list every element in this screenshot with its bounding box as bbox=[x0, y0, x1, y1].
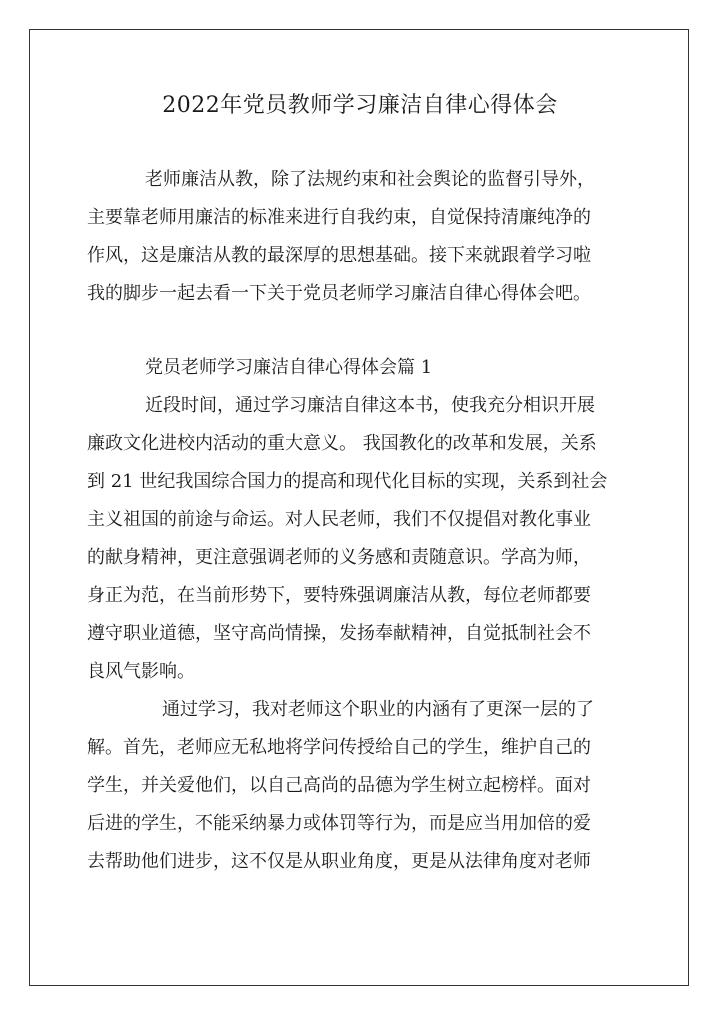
paragraph-line: 身正为范，在当前形势下，要特殊强调廉洁从教，每位老师都要 bbox=[87, 585, 591, 606]
section-heading: 党员老师学习廉洁自律心得体会篇 1 bbox=[145, 357, 433, 378]
paragraph-line: 主义祖国的前途与命运。对人民老师，我们不仅提倡对教化事业 bbox=[87, 509, 591, 530]
intro-line: 作风，这是廉洁从教的最深厚的思想基础。接下来就跟着学习啦 bbox=[87, 245, 591, 266]
intro-line: 老师廉洁从教，除了法规约束和社会舆论的监督引导外， bbox=[145, 169, 595, 190]
intro-line: 主要靠老师用廉洁的标准来进行自我约束，自觉保持清廉纯净的 bbox=[87, 207, 591, 228]
paragraph-line: 近段时间，通过学习廉洁自律这本书，使我充分相识开展 bbox=[145, 395, 595, 416]
paragraph-line: 通过学习，我对老师这个职业的内涵有了更深一层的了 bbox=[162, 699, 594, 720]
paragraph-line: 遵守职业道德，坚守高尚情操，发扬奉献精神，自觉抵制社会不 bbox=[87, 623, 591, 644]
paragraph-line: 学生，并关爱他们，以自己高尚的品德为学生树立起榜样。面对 bbox=[87, 775, 591, 796]
paragraph-line: 廉政文化进校内活动的重大意义。 我国教化的改革和发展，关系 bbox=[87, 433, 597, 454]
paragraph-line: 的献身精神，更注意强调老师的义务感和责随意识。学高为师， bbox=[87, 547, 591, 568]
paragraph-line: 后进的学生，不能采纳暴力或体罚等行为，而是应当用加倍的爱 bbox=[87, 813, 591, 834]
paragraph-line: 去帮助他们进步，这不仅是从职业角度，更是从法律角度对老师 bbox=[87, 851, 591, 872]
intro-line: 我的脚步一起去看一下关于党员老师学习廉洁自律心得体会吧。 bbox=[87, 283, 591, 304]
paragraph-line: 解。首先，老师应无私地将学问传授给自己的学生，维护自己的 bbox=[87, 737, 591, 758]
paragraph-line: 良风气影响。 bbox=[87, 661, 195, 682]
document-title: 2022年党员教师学习廉洁自律心得体会 bbox=[162, 93, 558, 118]
paragraph-line: 到 21 世纪我国综合国力的提高和现代化目标的实现，关系到社会 bbox=[87, 471, 608, 492]
